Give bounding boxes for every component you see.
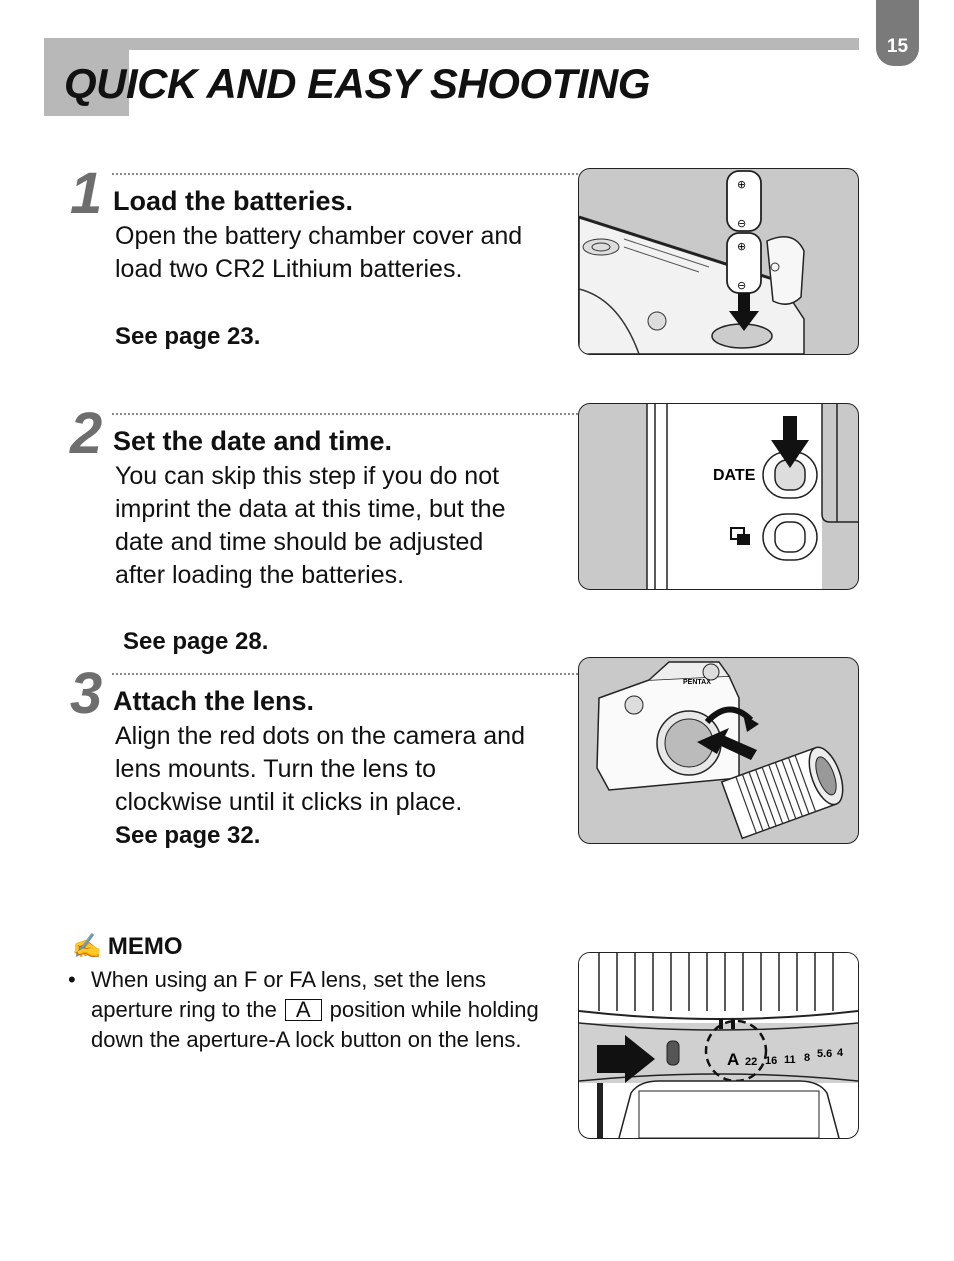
memo-text (91, 965, 566, 1055)
step-1-body: Open the battery chamber cover and load two CR2 Lithium batteries. (115, 222, 523, 283)
memo-bullet: • (68, 967, 76, 992)
battery-plus-label-top: ⊕ (737, 178, 747, 191)
aperture-scale-8: 8 (804, 1052, 811, 1064)
memo-text-after: position while holding down the aperture-A lock button on the lens. (91, 997, 539, 1052)
memo-title: MEMO (107, 933, 183, 960)
battery-minus-label-bottom: ⊖ (737, 279, 747, 292)
date-button-label: DATE (713, 467, 756, 484)
header-bar (44, 38, 859, 50)
memo-heading (72, 932, 183, 961)
step-3-reference: See page 32. (115, 822, 261, 849)
step-3-body: Align the red dots on the camera and lens mounts. Turn the lens to clockwise until it clicks in place. (115, 722, 525, 816)
step-1-title: Load the batteries. (113, 186, 354, 216)
battery-minus-label-top: ⊖ (737, 217, 747, 230)
aperture-a-box: A (285, 999, 322, 1021)
step-2-title: Set the date and time. (113, 426, 393, 456)
aperture-scale-11: 11 (784, 1054, 796, 1066)
aperture-scale-5-6: 5.6 (817, 1048, 833, 1060)
step-2-number: 2 (70, 401, 103, 466)
battery-illustration (578, 168, 859, 355)
page-title: QUICK AND EASY SHOOTING (64, 60, 650, 107)
lens-attach-illustration (578, 657, 859, 844)
step-2-body: You can skip this step if you do not imprint the data at this time, but the date and time should be adjusted after loading the batteries. (115, 462, 506, 589)
aperture-scale-16: 16 (765, 1055, 778, 1067)
step-2-reference: See page 28. (123, 628, 269, 655)
memo-text-before: When using an F or FA lens, set the lens aperture ring to the (91, 967, 486, 1022)
aperture-ring-illustration (578, 952, 859, 1139)
step-1-reference: See page 23. (115, 323, 261, 350)
step-1-divider (112, 173, 578, 175)
step-3-title: Attach the lens. (113, 686, 315, 716)
step-3-divider (112, 673, 578, 675)
battery-plus-label-bottom: ⊕ (737, 240, 747, 253)
aperture-scale-22: 22 (745, 1056, 758, 1068)
camera-brand: PENTAX (683, 679, 711, 686)
step-2-divider (112, 413, 578, 415)
aperture-scale-a: A (727, 1050, 740, 1069)
aperture-scale-4: 4 (837, 1047, 844, 1059)
step-3-number: 3 (70, 661, 103, 726)
step-1-number: 1 (70, 161, 103, 226)
pencil-icon: ✍ (72, 933, 102, 960)
page-number-tab: 15 (876, 0, 919, 66)
date-button-illustration (578, 403, 859, 590)
